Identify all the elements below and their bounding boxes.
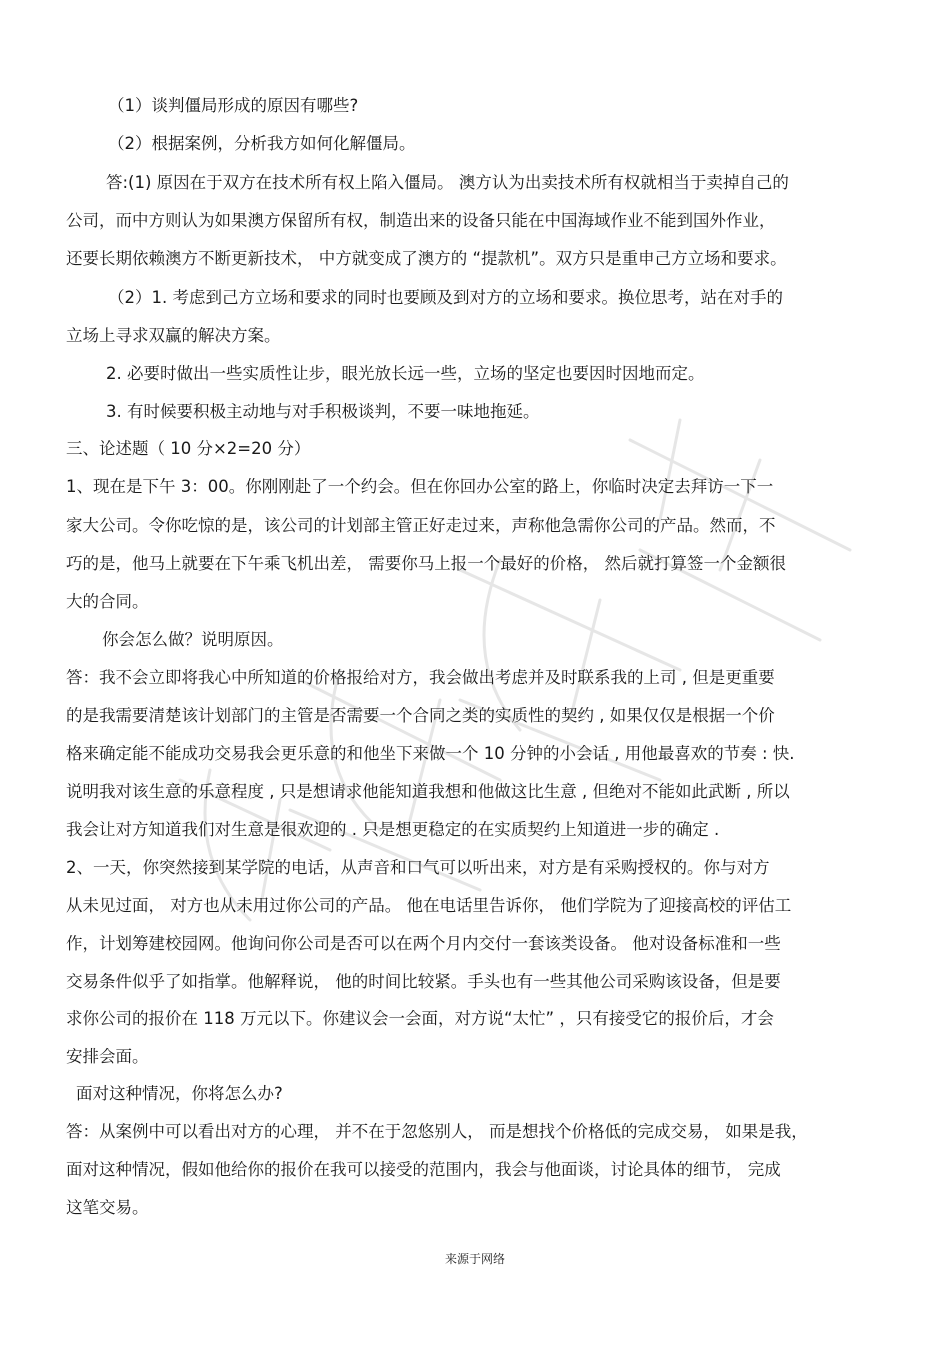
answer-2-line-1: （2）1. 考虑到己方立场和要求的同时也要顾及到对方的立场和要求。换位思考，站在对手的 [108,288,783,307]
essay-1-line-1: 1、现在是下午 3：00。你刚刚赴了一个约会。但在你回办公室的路上，你临时决定去拜访一下一 [66,477,774,496]
answer-2-line-2: 立场上寻求双赢的解决方案。 [66,326,281,345]
essay-1-answer-3: 格来确定能不能成功交易我会更乐意的和他坐下来做一个 10 分钟的小会话 , 用他最喜欢的节奏 : 快. [66,744,795,763]
answer-1-line-2: 公司，而中方则认为如果澳方保留所有权，制造出来的设备只能在中国海域作业不能到国外作业， [66,211,776,230]
essay-2-line-5: 求你公司的报价在 118 万元以下。你建议会一会面，对方说“太忙” ，只有接受它的报价后，才会 [66,1009,774,1028]
page-footer: 来源于网络 [444,1252,505,1266]
answer-2-point-3: 3. 有时候要积极主动地与对手积极谈判，不要一味地拖延。 [106,402,540,421]
answer-2-point-2: 2. 必要时做出一些实质性让步，眼光放长远一些，立场的坚定也要因时因地而定。 [106,364,705,383]
answer-1-line-3: 还要长期依赖澳方不断更新技术， 中方就变成了澳方的 “提款机”。双方只是重申己方立场和要求。 [66,249,787,268]
essay-1-line-4: 大的合同。 [66,592,149,611]
essay-1-question: 你会怎么做？说明原因。 [102,630,284,649]
essay-2-question: 面对这种情况，你将怎么办? [76,1084,283,1103]
essay-2-answer-3: 这笔交易。 [66,1198,149,1217]
essay-1-line-2: 家大公司。令你吃惊的是，该公司的计划部主管正好走过来，声称他急需你公司的产品。然而，不 [66,516,776,535]
question-1: （1）谈判僵局形成的原因有哪些? [108,96,359,115]
essay-1-answer-2: 的是我需要清楚该计划部门的主管是否需要一个合同之类的实质性的契约 , 如果仅仅是根据一个价 [66,706,775,725]
essay-1-answer-4: 说明我对该生意的乐意程度 , 只是想请求他能知道我想和他做这比生意 , 但绝对不能如此武断 , 所以 [66,782,790,801]
essay-1-line-3: 巧的是，他马上就要在下午乘飞机出差， 需要你马上报一个最好的价格， 然后就打算签一个金额很 [66,554,786,573]
essay-1-answer-5: 我会让对方知道我们对生意是很欢迎的 . 只是想更稳定的在实质契约上知道进一步的确定 . [66,820,720,839]
answer-1-line-1: 答:(1) 原因在于双方在技术所有权上陷入僵局。 澳方认为出卖技术所有权就相当于卖掉自己的 [106,173,789,192]
question-2: （2）根据案例，分析我方如何化解僵局。 [108,134,416,153]
essay-2-line-2: 从未见过面， 对方也从未用过你公司的产品。 他在电话里告诉你， 他们学院为了迎接高校的评估工 [66,896,792,915]
essay-2-line-6: 安排会面。 [66,1047,149,1066]
essay-2-line-4: 交易条件似乎了如指掌。他解释说， 他的时间比较紧。手头也有一些其他公司采购该设备，但是要 [66,972,781,991]
essay-2-answer-1: 答：从案例中可以看出对方的心理， 并不在于忽悠别人， 而是想找个价格低的完成交易， 如果是我， [66,1122,808,1141]
essay-2-line-1: 2、一天，你突然接到某学院的电话，从声音和口气可以听出来，对方是有采购授权的。你与对方 [66,858,770,877]
section-heading: 三、论述题（ 10 分×2=20 分） [66,439,311,458]
essay-2-answer-2: 面对这种情况，假如他给你的报价在我可以接受的范围内，我会与他面谈，讨论具体的细节， 完成 [66,1160,781,1179]
essay-2-line-3: 作，计划筹建校园网。他询问你公司是否可以在两个月内交付一套该类设备。 他对设备标准和一些 [66,934,781,953]
essay-1-answer-1: 答：我不会立即将我心中所知道的价格报给对方，我会做出考虑并及时联系我的上司 , 但是更重要 [66,668,775,687]
